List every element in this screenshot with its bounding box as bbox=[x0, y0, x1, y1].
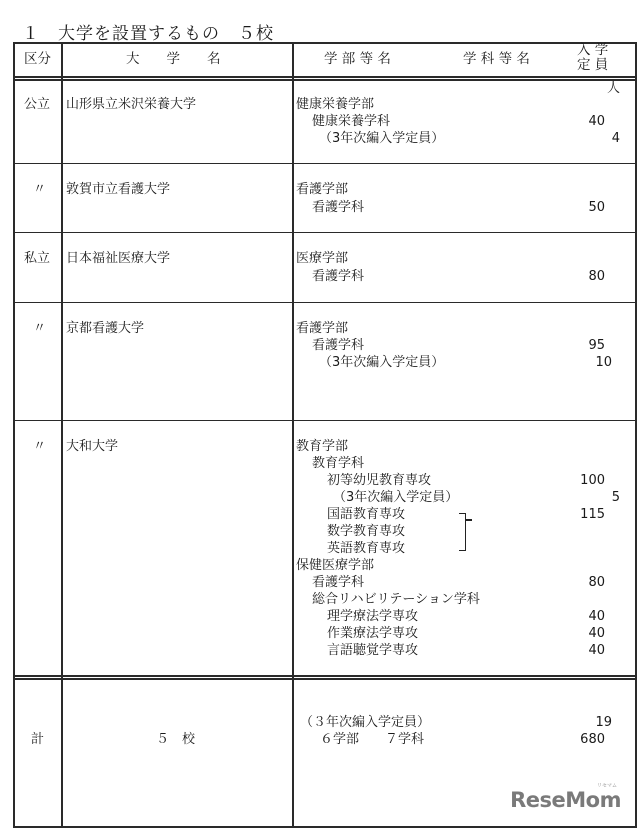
document-title: １ 大学を設置するもの ５校 bbox=[22, 24, 274, 44]
group-bracket bbox=[459, 513, 466, 551]
line-value: 115 bbox=[580, 507, 605, 522]
line-value: 40 bbox=[588, 643, 605, 658]
total-transfer-value: 19 bbox=[595, 715, 612, 730]
row-university: 敦賀市立看護大学 bbox=[66, 182, 171, 197]
row-university: 日本福祉医療大学 bbox=[66, 251, 171, 266]
resemom-logo bbox=[510, 783, 621, 812]
total-category: 計 bbox=[31, 732, 45, 747]
header-faculty: 学 部 等 名 bbox=[324, 51, 391, 67]
line-text: 看護学部 bbox=[296, 321, 349, 336]
row-category: 公立 bbox=[24, 97, 51, 112]
row-university: 大和大学 bbox=[66, 439, 119, 454]
row-category: 〃 bbox=[33, 439, 47, 454]
line-value: 40 bbox=[588, 626, 605, 641]
line-value: 80 bbox=[588, 575, 605, 590]
line-value: 40 bbox=[588, 114, 605, 129]
row-category: 私立 bbox=[24, 251, 51, 266]
row-divider bbox=[15, 232, 635, 233]
header-university: 大 学 名 bbox=[126, 51, 221, 67]
row-university: 京都看護大学 bbox=[66, 321, 145, 336]
total-schools: ５ 校 bbox=[156, 732, 196, 747]
column-divider bbox=[292, 44, 294, 826]
line-text: 理学療法学専攻 bbox=[327, 609, 419, 624]
line-value: 5 bbox=[611, 490, 620, 505]
line-text: 健康栄養学部 bbox=[296, 97, 375, 112]
line-text: 国語教育専攻 bbox=[327, 507, 406, 522]
line-text: 健康栄養学科 bbox=[312, 114, 391, 129]
line-value: 95 bbox=[588, 338, 605, 353]
line-text: 教育学科 bbox=[312, 456, 365, 471]
line-text: 看護学部 bbox=[296, 182, 349, 197]
row-category: 〃 bbox=[33, 182, 47, 197]
line-text: 英語教育専攻 bbox=[327, 541, 406, 556]
total-summary-value: 680 bbox=[580, 732, 605, 747]
line-text: 教育学部 bbox=[296, 439, 349, 454]
line-value: 80 bbox=[588, 269, 605, 284]
row-divider bbox=[15, 302, 635, 303]
total-transfer-label: （３年次編入学定員） bbox=[300, 715, 431, 730]
line-text: 看護学科 bbox=[312, 200, 365, 215]
line-text: 看護学科 bbox=[312, 338, 365, 353]
total-divider bbox=[15, 675, 635, 680]
header-capacity-2: 定 員 bbox=[577, 57, 609, 73]
row-category: 〃 bbox=[33, 321, 47, 336]
logo-text: ReseMom bbox=[510, 788, 621, 812]
line-text: 初等幼児教育専攻 bbox=[327, 473, 432, 488]
row-university: 山形県立米沢栄養大学 bbox=[66, 97, 197, 112]
line-text: （3年次編入学定員） bbox=[333, 490, 459, 505]
header-divider bbox=[15, 76, 635, 81]
group-bracket-tick bbox=[466, 519, 472, 521]
line-text: （3年次編入学定員） bbox=[319, 131, 445, 146]
line-text: 数学教育専攻 bbox=[327, 524, 406, 539]
header-capacity-1: 入 学 bbox=[577, 42, 609, 58]
line-value: 50 bbox=[588, 200, 605, 215]
logo-ruby: リセマム bbox=[597, 783, 617, 789]
header-department: 学 科 等 名 bbox=[463, 51, 530, 67]
line-text: 総合リハビリテーション学科 bbox=[312, 592, 480, 607]
header-category: 区分 bbox=[24, 51, 51, 67]
line-value: 40 bbox=[588, 609, 605, 624]
line-text: 保健医療学部 bbox=[296, 558, 375, 573]
unit-label: 人 bbox=[607, 81, 621, 96]
line-text: 作業療法学専攻 bbox=[327, 626, 419, 641]
line-value: 10 bbox=[595, 355, 612, 370]
line-text: 看護学科 bbox=[312, 575, 365, 590]
line-text: （3年次編入学定員） bbox=[319, 355, 445, 370]
line-value: 100 bbox=[580, 473, 605, 488]
row-divider bbox=[15, 163, 635, 164]
line-text: 言語聴覚学専攻 bbox=[327, 643, 419, 658]
row-divider bbox=[15, 420, 635, 421]
universities-table bbox=[13, 42, 637, 828]
line-text: 看護学科 bbox=[312, 269, 365, 284]
column-divider bbox=[61, 44, 63, 826]
line-text: 医療学部 bbox=[296, 251, 349, 266]
total-summary: ６学部 ７学科 bbox=[320, 732, 425, 747]
line-value: 4 bbox=[611, 131, 620, 146]
